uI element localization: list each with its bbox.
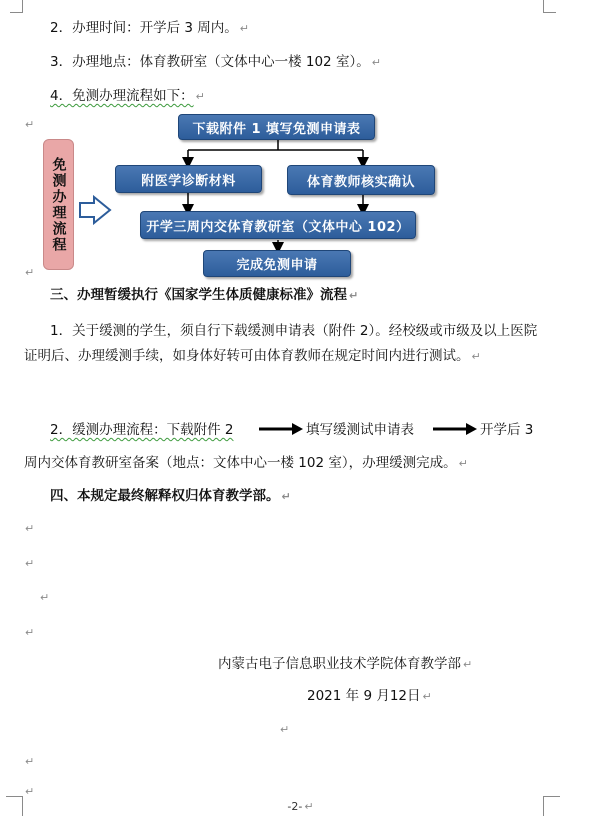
flow-step-teacher-verify: 体育教师核实确认: [287, 165, 435, 195]
flow-step-complete: 完成免测申请: [203, 250, 351, 277]
crop-mark: [6, 796, 23, 797]
item-time: 2．办理时间：开学后 3 周内。 ↵: [50, 20, 249, 36]
deferral-paragraph: 1．关于缓测的学生，须自行下载缓测申请表（附件 2）。经校级或市级及以上医院证明后、办理缓测手续，如身体好转可由体育教师在规定时间内进行测试。 ↵: [24, 323, 538, 364]
crop-mark: [22, 0, 23, 12]
issuing-organization: 内蒙古电子信息职业技术学院体育教学部 ↵: [218, 656, 473, 672]
paragraph-mark: ↵: [40, 591, 50, 604]
right-arrow-icon: [78, 195, 112, 225]
paragraph-mark: ↵: [25, 118, 35, 131]
paragraph-mark: ↵: [280, 723, 290, 736]
flow-step-medical-docs: 附医学诊断材料: [115, 165, 262, 193]
flow-step-download-form: 下载附件 1 填写免测申请表: [178, 114, 375, 140]
flow-side-label: 免测办理流程: [43, 139, 74, 270]
long-arrow-icon: [432, 422, 478, 436]
paragraph-mark: ↵: [25, 785, 35, 798]
crop-mark: [10, 12, 23, 13]
issue-date: 2021 年 9 月12日 ↵: [307, 688, 432, 704]
deferral-step-download: 2．缓测办理流程：下载附件 2: [50, 422, 234, 438]
item-flow-intro: 4．免测办理流程如下： ↵: [50, 88, 205, 104]
crop-mark: [543, 12, 556, 13]
long-arrow-icon: [258, 422, 304, 436]
crop-mark: [543, 0, 544, 12]
paragraph-mark: ↵: [25, 626, 35, 639]
item-location: 3．办理地点：体育教研室（文体中心一楼 102 室）。 ↵: [50, 54, 381, 70]
deferral-step-file: 周内交体育教研室备案（地点：文体中心一楼 102 室），办理缓测完成。 ↵: [24, 455, 468, 471]
deferral-step-after-term: 开学后 3: [480, 422, 534, 438]
paragraph-mark: ↵: [25, 522, 35, 535]
paragraph-mark: ↵: [25, 266, 35, 279]
flow-step-submit-office: 开学三周内交体育教研室（文体中心 102）: [140, 211, 416, 239]
page-number: -2- ↵: [287, 800, 314, 813]
deferral-step-fill-form: 填写缓测试申请表: [306, 422, 414, 438]
crop-mark: [543, 796, 560, 797]
section-heading-interpretation: 四、本规定最终解释权归体育教学部。 ↵: [50, 488, 291, 504]
paragraph-mark: ↵: [25, 755, 35, 768]
section-heading-deferral: 三、办理暂缓执行《国家学生体质健康标准》流程 ↵: [50, 287, 359, 303]
paragraph-mark: ↵: [25, 557, 35, 570]
